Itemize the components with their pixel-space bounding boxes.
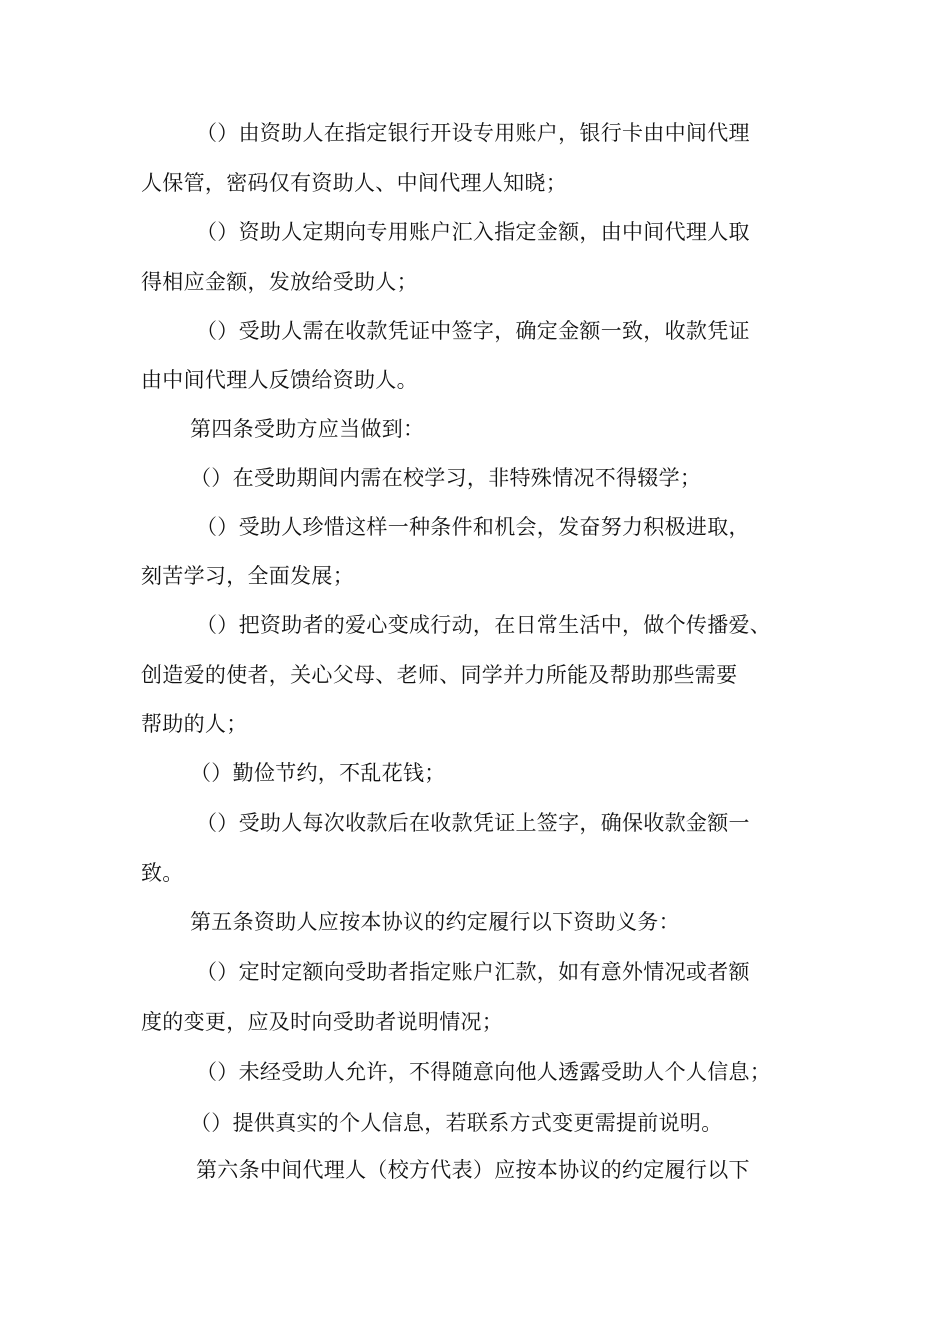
text-line: 得相应金额，发放给受助人； xyxy=(141,270,418,294)
section-heading: 第四条受助方应当做到： xyxy=(190,417,425,441)
text-line: （）未经受助人允许，不得随意向他人透露受助人个人信息； xyxy=(196,1060,772,1084)
text-line: （）由资助人在指定银行开设专用账户，银行卡由中间代理 xyxy=(196,121,750,145)
text-line: 刻苦学习，全面发展； xyxy=(141,564,354,588)
text-line: （）在受助期间内需在校学习，非特殊情况不得辍学； xyxy=(190,466,702,490)
text-line: （）勤俭节约，不乱花钱； xyxy=(190,761,446,785)
text-line: 人保管，密码仅有资助人、中间代理人知晓； xyxy=(141,171,567,195)
text-line: 由中间代理人反馈给资助人。 xyxy=(141,368,418,392)
section-heading: 第六条中间代理人（校方代表）应按本协议的约定履行以下 xyxy=(196,1158,750,1182)
text-line: （）受助人珍惜这样一种条件和机会，发奋努力积极进取， xyxy=(196,515,750,539)
text-line: 帮助的人； xyxy=(141,712,248,736)
text-line: 致。 xyxy=(141,861,184,885)
text-line: （）受助人需在收款凭证中签字，确定金额一致，收款凭证 xyxy=(196,319,750,343)
text-line: （）提供真实的个人信息，若联系方式变更需提前说明。 xyxy=(190,1111,723,1135)
text-line: （）受助人每次收款后在收款凭证上签字，确保收款金额一 xyxy=(196,811,750,835)
text-line: （）把资助者的爱心变成行动，在日常生活中，做个传播爱、 xyxy=(196,613,772,637)
text-line: （）资助人定期向专用账户汇入指定金额，由中间代理人取 xyxy=(196,220,750,244)
section-heading: 第五条资助人应按本协议的约定履行以下资助义务： xyxy=(190,910,680,934)
text-line: 度的变更，应及时向受助者说明情况； xyxy=(141,1010,504,1034)
text-line: （）定时定额向受助者指定账户汇款，如有意外情况或者额 xyxy=(196,960,750,984)
text-line: 创造爱的使者，关心父母、老师、同学并力所能及帮助那些需要 xyxy=(141,663,738,687)
